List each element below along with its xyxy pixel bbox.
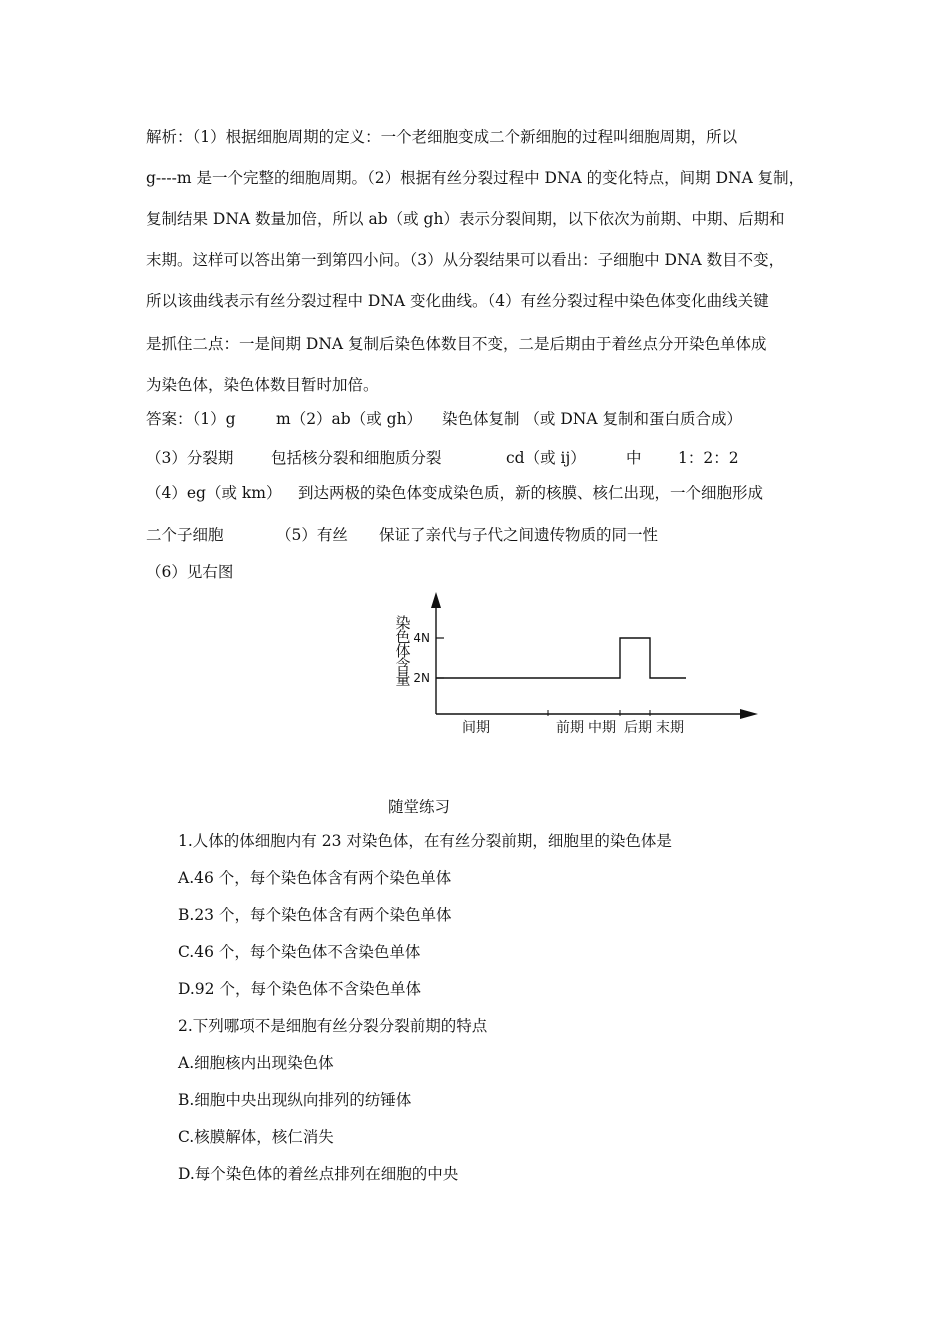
answer-text: 染色体复制 （或 DNA 复制和蛋白质合成） bbox=[442, 410, 742, 428]
analysis-line: 是抓住二点：一是间期 DNA 复制后染色体数目不变，二是后期由于着丝点分开染色单体成 bbox=[146, 335, 767, 353]
option-line: C.46 个，每个染色体不含染色单体 bbox=[178, 943, 421, 961]
answer-row-1 bbox=[0, 408, 950, 430]
answer-text: （3）分裂期 bbox=[146, 449, 234, 467]
y-label-char: 色 bbox=[395, 628, 411, 646]
answer-text: m（2）ab（或 gh） bbox=[276, 410, 423, 428]
series-line bbox=[436, 638, 686, 678]
answer-text: （4）eg（或 km） bbox=[146, 484, 282, 502]
analysis-line: 所以该曲线表示有丝分裂过程中 DNA 变化曲线。（4）有丝分裂过程中染色体变化曲线关键 bbox=[146, 292, 769, 310]
analysis-line: 复制结果 DNA 数量加倍，所以 ab（或 gh）表示分裂间期，以下依次为前期、中期、后期和 bbox=[146, 210, 785, 228]
answer-text: 答案：（1）g bbox=[146, 410, 236, 428]
chart-y-ticks bbox=[413, 631, 444, 685]
y-label-char: 体 bbox=[395, 642, 411, 660]
x-axis-arrow bbox=[740, 709, 758, 719]
chart-series bbox=[436, 638, 686, 678]
analysis-line: 末期。这样可以答出第一到第四小问。（3）从分裂结果可以看出：子细胞中 DNA 数目不变， bbox=[146, 251, 785, 269]
answer-text: （5）有丝 bbox=[276, 526, 348, 544]
answer-text: 包括核分裂和细胞质分裂 bbox=[271, 449, 442, 467]
analysis-line: 为染色体，染色体数目暂时加倍。 bbox=[146, 376, 379, 394]
answer-text: 保证了亲代与子代之间遗传物质的同一性 bbox=[379, 526, 659, 544]
x-tick-label: 中期 bbox=[588, 720, 616, 736]
answer-text: 到达两极的染色体变成染色质，新的核膜、核仁出现，一个细胞形成 bbox=[298, 484, 764, 502]
x-tick-label: 前期 bbox=[556, 720, 584, 736]
option-line: B.细胞中央出现纵向排列的纺锤体 bbox=[178, 1091, 412, 1109]
option-line: A.细胞核内出现染色体 bbox=[178, 1054, 334, 1072]
y-label-char: 量 bbox=[395, 670, 411, 688]
answer-row-2 bbox=[0, 447, 950, 469]
answer-text: 1：2：2 bbox=[678, 449, 739, 467]
option-line: B.23 个，每个染色体含有两个染色单体 bbox=[178, 906, 452, 924]
y-label-char: 染 bbox=[395, 614, 411, 632]
answer-text: 二个子细胞 bbox=[146, 526, 224, 544]
y-axis-arrow bbox=[431, 592, 441, 608]
x-tick-label: 间期 bbox=[462, 720, 490, 736]
answer-text: 中 bbox=[626, 449, 642, 467]
chart-axes bbox=[431, 592, 758, 719]
y-tick-label: 4N bbox=[413, 631, 430, 645]
analysis-line: g----m 是一个完整的细胞周期。（2）根据有丝分裂过程中 DNA 的变化特点，间期 DNA 复制， bbox=[146, 169, 805, 187]
option-line: D.92 个，每个染色体不含染色单体 bbox=[178, 980, 421, 998]
answer-row-3 bbox=[0, 482, 950, 504]
chromosome-content-chart bbox=[380, 586, 770, 746]
question-line: 2.下列哪项不是细胞有丝分裂分裂前期的特点 bbox=[178, 1017, 488, 1035]
option-line: C.核膜解体，核仁消失 bbox=[178, 1128, 334, 1146]
option-line: A.46 个，每个染色体含有两个染色单体 bbox=[178, 869, 452, 887]
y-label-char: 含 bbox=[395, 656, 411, 674]
chart-y-label bbox=[395, 614, 410, 688]
question-line: 1.人体的体细胞内有 23 对染色体，在有丝分裂前期，细胞里的染色体是 bbox=[178, 832, 672, 850]
x-tick-label: 末期 bbox=[656, 720, 684, 736]
practice-title: 随堂练习 bbox=[388, 798, 451, 816]
answer-row-5: （6）见右图 bbox=[146, 563, 234, 581]
y-tick-label: 2N bbox=[413, 671, 430, 685]
x-tick-label: 后期 bbox=[624, 720, 652, 736]
answer-row-4 bbox=[0, 524, 950, 546]
answer-text: cd（或 ij） bbox=[506, 449, 586, 467]
option-line: D.每个染色体的着丝点排列在细胞的中央 bbox=[178, 1165, 459, 1183]
analysis-line: 解析：（1）根据细胞周期的定义：一个老细胞变成二个新细胞的过程叫细胞周期，所以 bbox=[146, 128, 738, 146]
